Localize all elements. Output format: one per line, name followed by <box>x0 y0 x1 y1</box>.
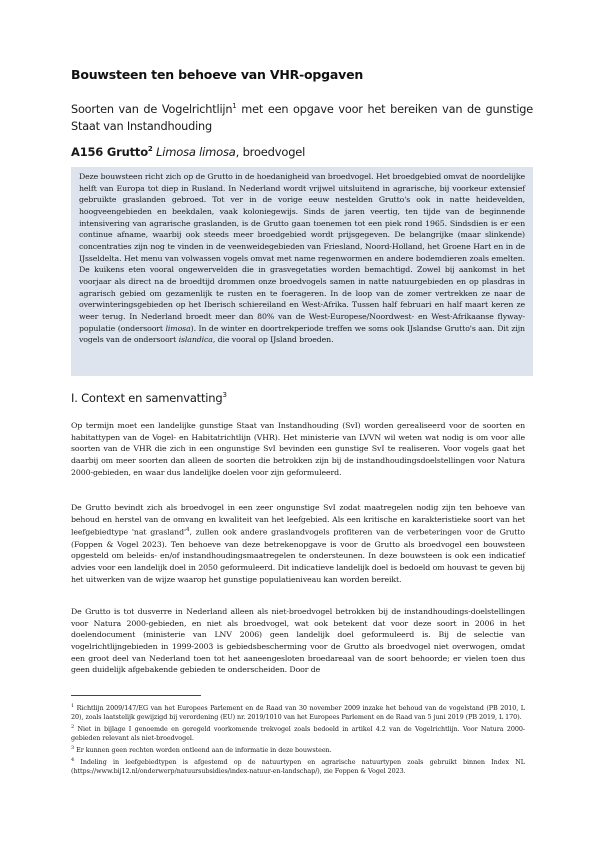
footnote-number: 3 <box>71 744 75 751</box>
subspecies-islandica: islandica <box>178 335 213 345</box>
footnote-text: Niet in bijlage I genoemde en geregeld voorkomende trekvogel zoals bedoeld in artikel 4.2 van de Vogelrichtlijn. Voor Natura 2000-gebieden relevant als niet-broedvogel. <box>71 724 525 742</box>
section-heading-text: I. Context en samenvatting <box>71 391 223 405</box>
summary-box <box>71 167 533 376</box>
footnote-3 <box>71 744 525 755</box>
species-heading <box>71 145 305 159</box>
footnote-number: 1 <box>71 703 75 709</box>
paragraph-2 <box>71 502 525 585</box>
species-code: A156 Grutto <box>71 145 148 159</box>
footnote-ref-3[interactable]: 3 <box>222 391 227 400</box>
footnote-ref-2[interactable]: 2 <box>147 145 153 154</box>
summary-text-1: Deze bouwsteen richt zich op de Grutto in de hoedanigheid van broedvogel. Het broedgebied omvat de noordelijke helft van Europa tot diep in Rusland. In Nederland wordt vrijwel uitsluitend in agrarische, bij voorkeur extensief gebruikte graslanden gebroed. Tot ver in de vorige eeuw nestelden Grutto's ook in natte heidevelden, hoogveengebieden en beekdalen, vaak koloniegewijs. Sinds de jaren veertig, ten tijde van de beginnende intensivering van agrarische graslanden, is de Grutto gaan toenemen tot een piek rond 1965. Sindsdien is er een continue afname, waarbij ook steeds meer broedgebied wordt prijsgegeven. De belangrijke (maar slinkende) concentraties zijn nog te vinden in de veenweidegebieden van Friesland, Noord-Holland, het Groene Hart en in de IJsseldelta. Het menu van volwassen vogels omvat met name regenwormen en andere bodemdieren zoals emelten. De kuikens eten vooral ongewervelden die in grasvegetaties worden bemachtigd. Zowel bij aankomst in het voorjaar als direct na de broedtijd drommen onze broedvogels samen in natte natuurgebieden en op plasdras in agrarisch gebied om gezamenlijk te rusten en te foerageren. In de loop van de zomer vertrekken ze naar de overwinteringsgebieden op het Iberisch schiereiland en West-Afrika. Tussen half februari en half maart keren ze weer terug. In Nederland broedt meer dan 80% van de West-Europese/Noordwest- en West-Afrikaanse flyway-populatie (ondersoort <box>79 172 525 333</box>
footnote-ref-4[interactable]: 4 <box>186 527 190 534</box>
footnote-number: 4 <box>71 756 75 763</box>
paragraph-3 <box>71 606 525 676</box>
summary-text <box>79 171 525 346</box>
footnote-text: Richtlijn 2009/147/EG van het Europees Parlement en de Raad van 30 november 2009 inzake het behoud van de vogelstand (PB 2010, L 20), zoals laatstelijk gewijzigd bij verordening (EU) nr. 2019/1010 van het Europees Parlement en de Raad van 5 juni 2019 (PB 2019, L 170). <box>71 704 525 721</box>
summary-text-2: ). In de winter en doortrekperiode treffen we soms ook IJslandse Grutto's aan. Dit zijn vogels van de ondersoort <box>79 323 525 345</box>
subtitle-text-1: Soorten van de Vogelrichtlijn <box>71 102 233 116</box>
footnote-2 <box>71 723 525 742</box>
page-title: Bouwsteen ten behoeve van VHR-opgaven <box>71 67 364 82</box>
species-suffix: , broedvogel <box>235 145 306 159</box>
paragraph-3-text: De Grutto is tot dusverre in Nederland alleen als niet-broedvogel betrokken bij de instandhoudings-doelstellingen voor Natura 2000-gebieden, en niet als broedvogel, wat ook betekent dat voor deze soort in 2006 in het doelendocument (ministerie van LNV 2006) geen landelijk doel geformuleerd is. Bij de selectie van vogelrichtlijngebieden in 1999-2003 is gebiedsbescherming voor de Grutto als broedvogel niet overwogen, omdat een groot deel van Nederland toen tot het aaneengesloten broedareaal van de soort behoorde; er vielen toen dus geen duidelijk afgebakende gebieden te onderscheiden. Door de <box>71 607 525 675</box>
footnote-ref-1[interactable]: 1 <box>232 102 237 110</box>
footnote-4 <box>71 756 525 775</box>
species-latin-name: Limosa limosa <box>156 145 236 159</box>
subtitle-text-2: met een opgave voor het bereiken van de gunstige Staat van Instandhouding <box>71 102 533 134</box>
paragraph-2-text-1: De Grutto bevindt zich als broedvogel in een zeer ongunstige SvI zodat maatregelen nodig zijn ten behoeve van behoud en herstel van de omvang en kwaliteit van het leefgebied. Als een kritische en karakteristieke soort van het leefgebiedtype 'nat grasland' <box>71 503 525 537</box>
paragraph-1 <box>71 420 525 478</box>
footnote-divider <box>71 695 201 696</box>
summary-text-3: , die vooral op IJsland broeden. <box>212 335 334 345</box>
footnote-1 <box>71 702 525 721</box>
footnote-text: Er kunnen geen rechten worden ontleend aan de informatie in deze bouwsteen. <box>74 745 332 754</box>
footnote-number: 2 <box>71 723 75 730</box>
footnote-text: Indeling in leefgebiedtypen is afgestemd op de natuurtypen en agrarische natuurtypen zoals gebruikt binnen Index NL (https://www.bij12.nl/onderwerp/natuursubsidies/index-natuur-en-landschap/), zie Foppen & Vogel 2023. <box>71 757 525 775</box>
paragraph-2-text <box>71 502 525 585</box>
page-subtitle <box>71 98 533 136</box>
subspecies-limosa: limosa <box>165 323 191 333</box>
section-heading <box>71 391 227 405</box>
paragraph-2-text-2: , zullen ook andere graslandvogels profiteren van de verbeteringen voor de Grutto (Foppen & Vogel 2023). Ten behoeve van deze betrekenopgave is voor de Grutto als broedvogel een bouwsteen opgesteld om beleids- en/of instandhoudingsmaatregelen te ondersteunen. In deze bouwsteen is ook een indicatief advies voor een landelijk doel in 2050 geformuleerd. Dit indicatieve landelijk doel is bedoeld om houvast te geven bij het uitwerken van de wijze waarop het gunstige populatieniveau kan worden bereikt. <box>71 527 525 584</box>
footnotes <box>71 702 525 777</box>
paragraph-1-text: Op termijn moet een landelijke gunstige Staat van Instandhouding (SvI) worden gerealiseerd voor de soorten en habitattypen van de Vogel- en Habitatrichtlijn (VHR). Het ministerie van LVVN wil weten wat nodig is om voor alle soorten van de VHR die zich in een ongunstige SvI bevinden een gunstige SvI te realiseren. Voor vogels gaat het daarbij om meer soorten dan alleen de soorten die betrokken zijn bij de instandhoudingsdoelstellingen voor Natura 2000-gebieden, en waar dus landelijke doelen voor zijn geformuleerd. <box>71 421 525 477</box>
